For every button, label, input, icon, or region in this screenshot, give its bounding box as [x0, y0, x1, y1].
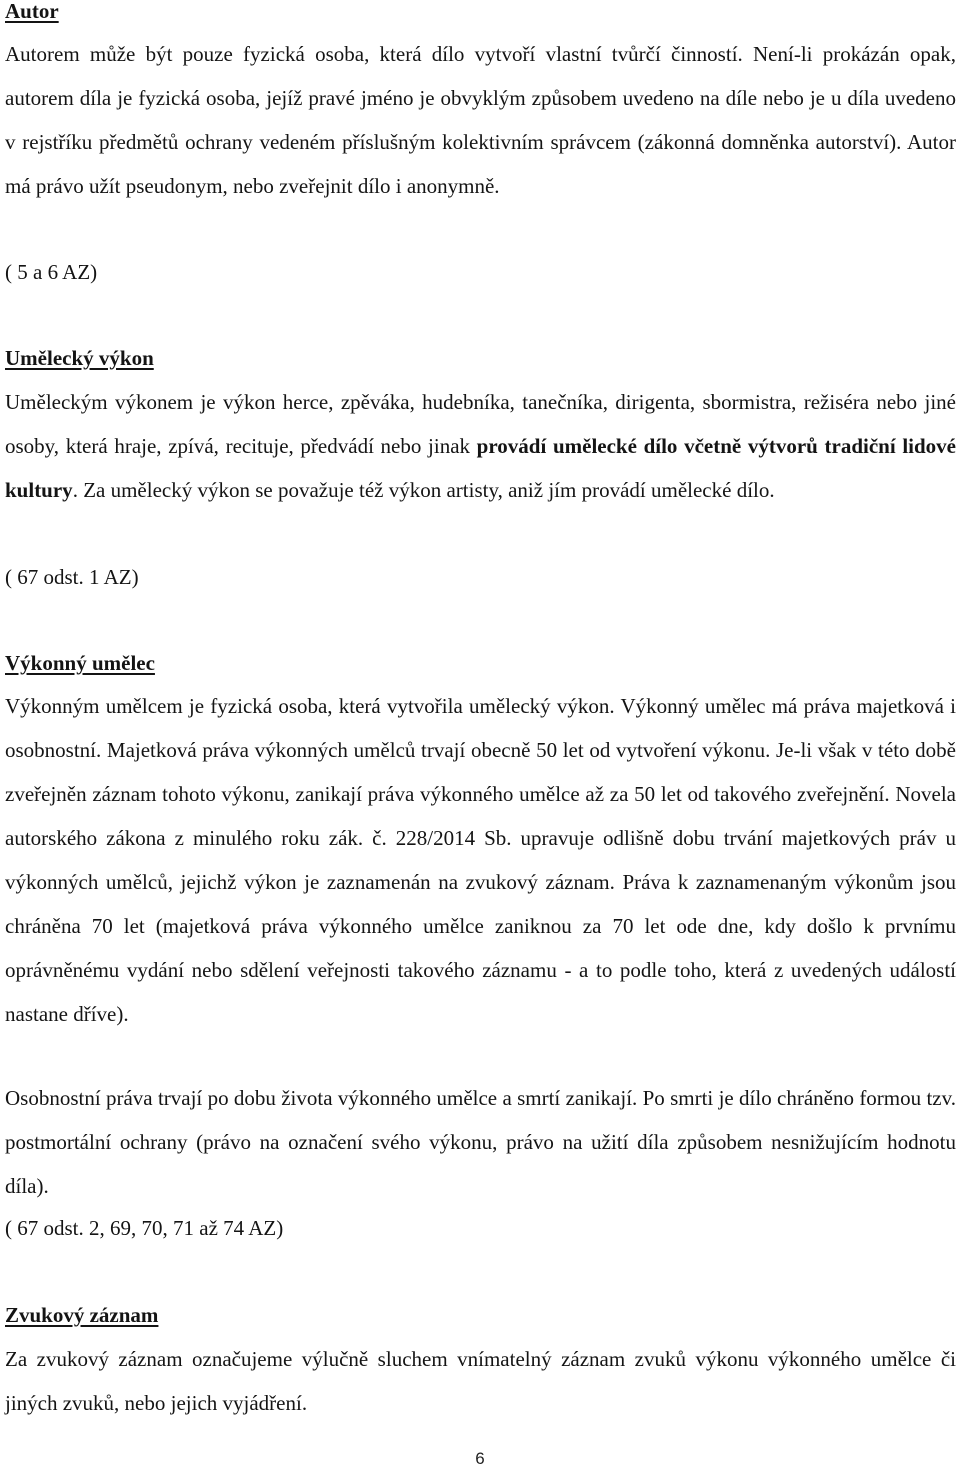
section-title-umelecky-vykon: Umělecký výkon	[5, 346, 154, 370]
page-number: 6	[475, 1449, 485, 1468]
paragraph-autor: Autorem může být pouze fyzická osoba, která dílo vytvoří vlastní tvůrčí činností. Není-li prokázán opak, autorem díla je fyzická osoba, jejíž pravé jméno je obvyklým způsobem uvedeno na díle nebo je u díla uvedeno v rejstříku předmětů ochrany vedeném příslušným kolektivním správcem (zákonná domněnka autorství). Autor má právo užít pseudonym, nebo zveřejnit dílo i anonymně.	[5, 42, 956, 198]
paragraph-vykonny-umelec-1: Výkonným umělcem je fyzická osoba, která vytvořila umělecký výkon. Výkonný umělec má práva majetková i osobnostní. Majetková práva výkonných umělců trvají obecně 50 let od vytvoření výkonu. Je-li však v této době zveřejněn záznam tohoto výkonu, zanikají práva výkonného umělce až za 50 let od takového zveřejnění. Novela autorského zákona z minulého roku zák. č. 228/2014 Sb. upravuje odlišně dobu trvání majetkových práv u výkonných umělců, jejichž výkon je zaznamenán na zvukový záznam. Práva k zaznamenaným výkonům jsou chráněna 70 let (majetková práva výkonného umělce zaniknou za 70 let ode dne, kdy došlo k prvnímu oprávněnému vydání nebo sdělení veřejnosti takového záznamu - a to podle toho, která z uvedených událostí nastane dříve).	[5, 694, 956, 1026]
section-title-autor: Autor	[5, 0, 59, 23]
paragraph-text-bold: provádí umělecké dílo včetně výtvorů tradiční lidové kultury	[5, 434, 956, 502]
reference-autor: ( 5 a 6 AZ)	[5, 260, 98, 284]
section-title-zvukovy-zaznam: Zvukový záznam	[5, 1303, 159, 1327]
paragraph-text-after: . Za umělecký výkon se považuje též výkon artisty, aniž jím provádí umělecké dílo.	[72, 478, 775, 502]
reference-vykonny-umelec: ( 67 odst. 2, 69, 70, 71 až 74 AZ)	[5, 1216, 284, 1240]
paragraph-umelecky-vykon	[5, 380, 956, 512]
paragraph-text-before: Uměleckým výkonem je výkon herce, zpěváka, hudebníka, tanečníka, dirigenta, sbormistra, režiséra nebo jiné osoby, která hraje, zpívá, recituje, předvádí nebo jinak	[5, 390, 956, 458]
paragraph-zvukovy-zaznam: Za zvukový záznam označujeme výlučně sluchem vnímatelný záznam zvuků výkonu výkonného umělce či jiných zvuků, nebo jejich vyjádření.	[5, 1347, 956, 1415]
paragraph-vykonny-umelec-2: Osobnostní práva trvají po dobu života výkonného umělce a smrtí zanikají. Po smrti je dílo chráněno formou tzv. postmortální ochrany (právo na označení svého výkonu, právo na užití díla způsobem nesnižujícím hodnotu díla).	[5, 1086, 956, 1198]
reference-umelecky-vykon: ( 67 odst. 1 AZ)	[5, 565, 139, 589]
section-title-vykonny-umelec: Výkonný umělec	[5, 651, 155, 675]
